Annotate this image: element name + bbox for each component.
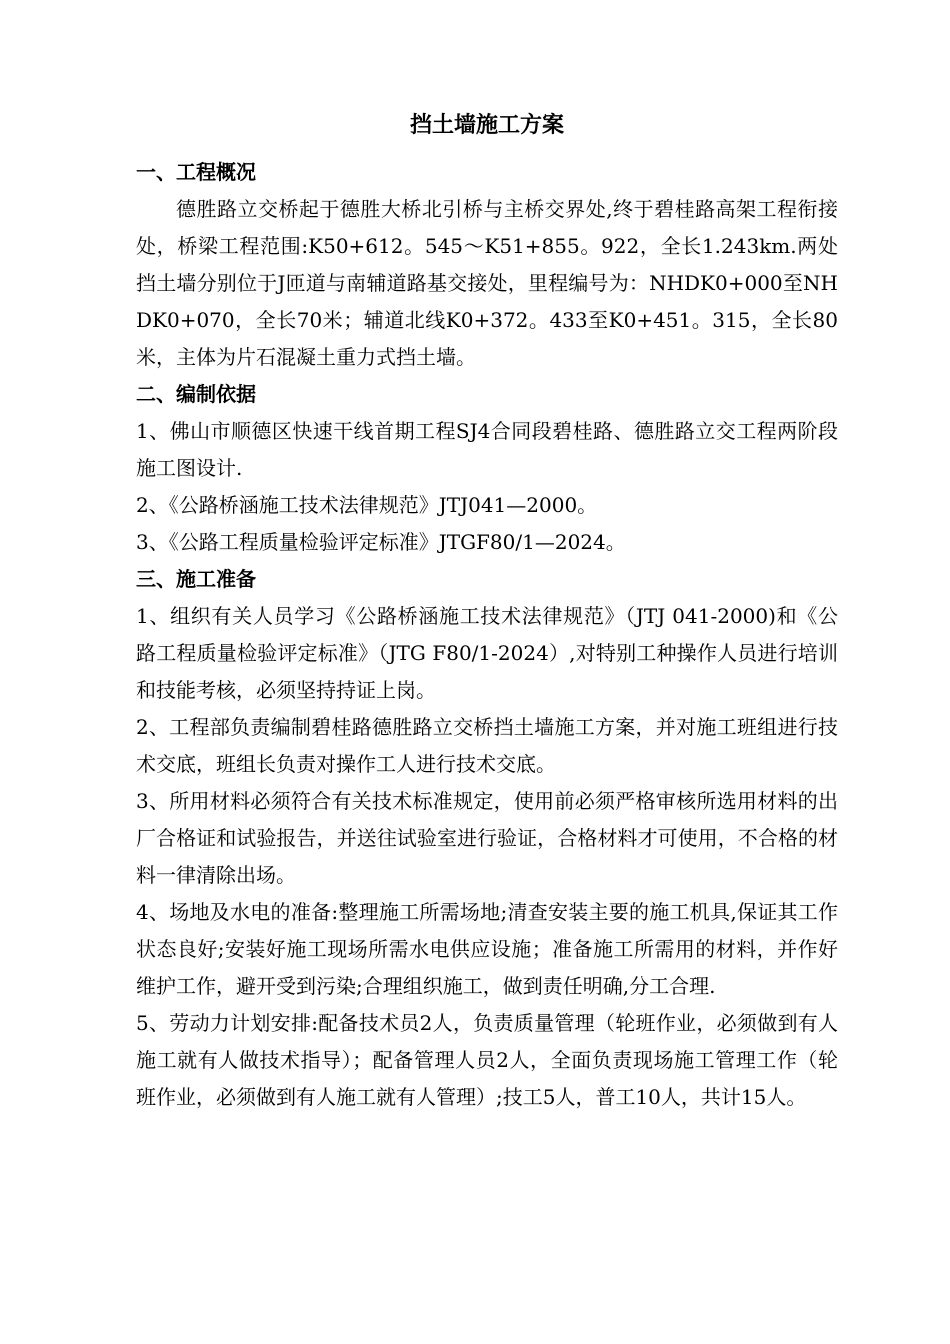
list-item: 1、佛山市顺德区快速干线首期工程SJ4合同段碧桂路、德胜路立交工程两阶段施工图设计. [136, 419, 838, 480]
list-item: 2、工程部负责编制碧桂路德胜路立交桥挡土墙施工方案，并对施工班组进行技术交底，班组长负责对操作工人进行技术交底。 [136, 715, 838, 776]
list-item: 1、组织有关人员学习《公路桥涵施工技术法律规范》（JTJ 041-2000)和《公路工程质量检验评定标准》（JTG F80/1-2024）,对特别工种操作人员进行培训和技能考核，必须坚持持证上岗。 [136, 604, 838, 702]
document-page [136, 104, 838, 1116]
section-preparation [136, 561, 838, 1116]
section-heading: 二、编制依据 [136, 382, 256, 406]
section-heading: 一、工程概况 [136, 160, 256, 184]
list-item: 3、所用材料必须符合有关技术标准规定，使用前必须严格审核所选用材料的出厂合格证和试验报告，并送往试验室进行验证，合格材料才可使用，不合格的材料一律清除出场。 [136, 789, 838, 887]
list-item: 5、劳动力计划安排:配备技术员2人，负责质量管理（轮班作业，必须做到有人施工就有人做技术指导）；配备管理人员2人，全面负责现场施工管理工作（轮班作业，必须做到有人施工就有人管理）;技工5人，普工10人，共计15人。 [136, 1011, 838, 1109]
list-item: 2、《公路桥涵施工技术法律规范》JTJ041—2000。 [136, 493, 598, 517]
section-basis [136, 376, 838, 561]
section-overview [136, 154, 838, 376]
section-heading: 三、施工准备 [136, 567, 256, 591]
paragraph: 德胜路立交桥起于德胜大桥北引桥与主桥交界处,终于碧桂路高架工程衔接处，桥梁工程范围:K50+612。545～K51+855。922，全长1.243km.两处挡土墙分别位于J匝道与南辅道路基交接处，里程编号为：NHDK0+000至NHDK0+070，全长70米；辅道北线K0+372。433至K0+451。315，全长80米，主体为片石混凝土重力式挡土墙。 [136, 197, 838, 369]
document-title: 挡土墙施工方案 [409, 113, 564, 138]
list-item: 3、《公路工程质量检验评定标准》JTGF80/1—2024。 [136, 530, 626, 554]
list-item: 4、场地及水电的准备:整理施工所需场地;清查安装主要的施工机具,保证其工作状态良好;安装好施工现场所需水电供应设施；准备施工所需用的材料，并作好维护工作，避开受到污染;合理组织施工，做到责任明确,分工合理. [136, 900, 838, 998]
